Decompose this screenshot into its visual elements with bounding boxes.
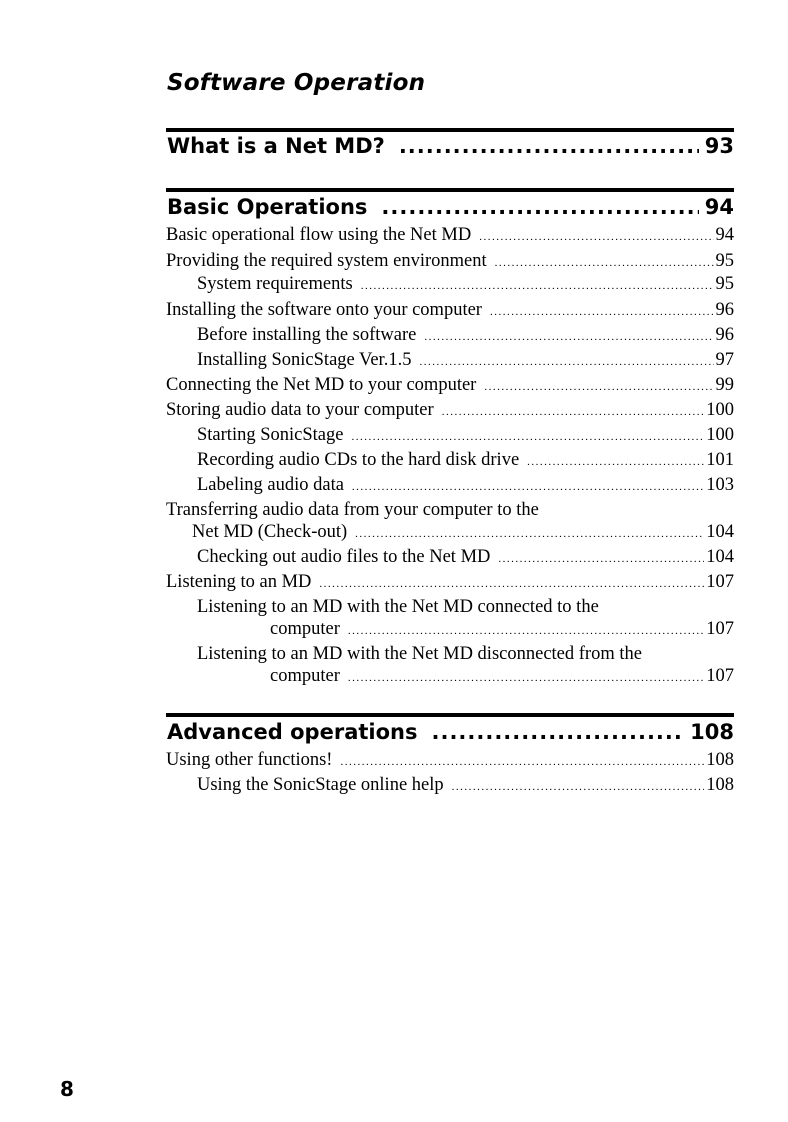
toc-entry-label: Storing audio data to your computer	[166, 400, 434, 420]
dot-leader	[355, 528, 704, 540]
section-title: Advanced operations	[167, 720, 418, 744]
toc-entry-page: 108	[706, 750, 734, 770]
section-title: Basic Operations	[167, 195, 368, 219]
dot-leader	[498, 553, 704, 565]
toc-entry[interactable]	[166, 400, 734, 421]
toc-entry-label: Using the SonicStage online help	[197, 775, 444, 795]
dot-leader	[381, 195, 698, 219]
dot-leader	[319, 578, 704, 590]
toc-entry-label: System requirements	[197, 274, 353, 294]
toc-entry-label: Listening to an MD	[166, 572, 312, 592]
toc-entry-page: 97	[715, 350, 734, 370]
toc-entry-label: Checking out audio files to the Net MD	[197, 547, 491, 567]
dot-leader	[452, 781, 705, 793]
toc-entry-label: Starting SonicStage	[197, 425, 344, 445]
toc-subentry[interactable]	[197, 350, 734, 371]
toc-entry-page: 101	[706, 450, 734, 470]
toc-subentry[interactable]	[197, 547, 734, 568]
toc-entry-label-line1[interactable]: Listening to an MD with the Net MD disconnected from the	[197, 644, 642, 664]
toc-entry-label: Using other functions!	[166, 750, 333, 770]
toc-entry-label-line1[interactable]: Listening to an MD with the Net MD connected to the	[197, 597, 599, 617]
toc-section-basic-operations[interactable]	[167, 195, 734, 219]
toc-entry-label: Basic operational flow using the Net MD	[166, 225, 472, 245]
toc-entry-page: 99	[715, 375, 734, 395]
section-divider	[166, 188, 734, 192]
dot-leader	[340, 756, 704, 768]
toc-entry[interactable]	[166, 300, 734, 321]
toc-entry[interactable]	[166, 225, 734, 246]
page-number: 8	[60, 1077, 74, 1101]
section-page: 108	[690, 720, 734, 744]
dot-leader	[399, 134, 699, 158]
toc-entry-label: Installing the software onto your computer	[166, 300, 482, 320]
toc-entry-label: Recording audio CDs to the hard disk drive	[197, 450, 520, 470]
dot-leader	[527, 456, 704, 468]
toc-entry-label: computer	[270, 666, 340, 686]
toc-section-advanced-operations[interactable]	[167, 720, 734, 744]
toc-entry[interactable]	[192, 522, 734, 543]
section-title: What is a Net MD?	[167, 134, 385, 158]
toc-entry-label: Connecting the Net MD to your computer	[166, 375, 477, 395]
dot-leader	[419, 356, 713, 368]
toc-subentry[interactable]	[197, 775, 734, 796]
toc-entry-label: Before installing the software	[197, 325, 417, 345]
toc-entry-label-line1[interactable]: Transferring audio data from your computer to the	[166, 500, 539, 520]
toc-subentry[interactable]	[197, 325, 734, 346]
toc-entry-page: 100	[706, 400, 734, 420]
toc-entry[interactable]	[166, 572, 734, 593]
toc-entry[interactable]	[166, 750, 734, 771]
toc-subentry[interactable]	[197, 425, 734, 446]
toc-entry-page: 95	[715, 274, 734, 294]
toc-entry-label: Net MD (Check-out)	[192, 522, 348, 542]
toc-entry-page: 107	[706, 572, 734, 592]
dot-leader	[495, 257, 714, 269]
section-divider	[166, 128, 734, 132]
toc-section-what-is-net-md[interactable]	[167, 134, 734, 158]
dot-leader	[424, 331, 713, 343]
toc-entry-page: 96	[715, 300, 734, 320]
section-page: 94	[704, 195, 734, 219]
dot-leader	[361, 280, 714, 292]
dot-leader	[351, 431, 704, 443]
toc-entry-label: Providing the required system environment	[166, 251, 487, 271]
toc-entry-page: 104	[706, 522, 734, 542]
section-page: 93	[704, 134, 734, 158]
toc-subentry[interactable]	[270, 619, 734, 640]
toc-entry-label: Labeling audio data	[197, 475, 344, 495]
dot-leader	[490, 306, 714, 318]
toc-entry-page: 104	[706, 547, 734, 567]
toc-entry-page: 100	[706, 425, 734, 445]
toc-entry-page: 103	[706, 475, 734, 495]
toc-entry-page: 107	[706, 619, 734, 639]
toc-entry-label: computer	[270, 619, 340, 639]
dot-leader	[348, 625, 704, 637]
dot-leader	[479, 231, 713, 243]
toc-subentry[interactable]	[197, 274, 734, 295]
toc-entry[interactable]	[166, 375, 734, 396]
dot-leader	[352, 481, 704, 493]
toc-subentry[interactable]	[197, 450, 734, 471]
dot-leader	[484, 381, 713, 393]
page-title: Software Operation	[167, 70, 426, 96]
toc-entry[interactable]	[166, 251, 734, 272]
toc-subentry[interactable]	[197, 475, 734, 496]
toc-entry-label: Installing SonicStage Ver.1.5	[197, 350, 412, 370]
toc-entry-page: 107	[706, 666, 734, 686]
toc-entry-page: 96	[715, 325, 734, 345]
toc-subentry[interactable]	[270, 666, 734, 687]
dot-leader	[348, 672, 704, 684]
dot-leader	[442, 406, 705, 418]
toc-entry-page: 108	[706, 775, 734, 795]
section-divider	[166, 713, 734, 717]
toc-entry-page: 94	[715, 225, 734, 245]
toc-entry-page: 95	[715, 251, 734, 271]
dot-leader	[431, 720, 684, 744]
